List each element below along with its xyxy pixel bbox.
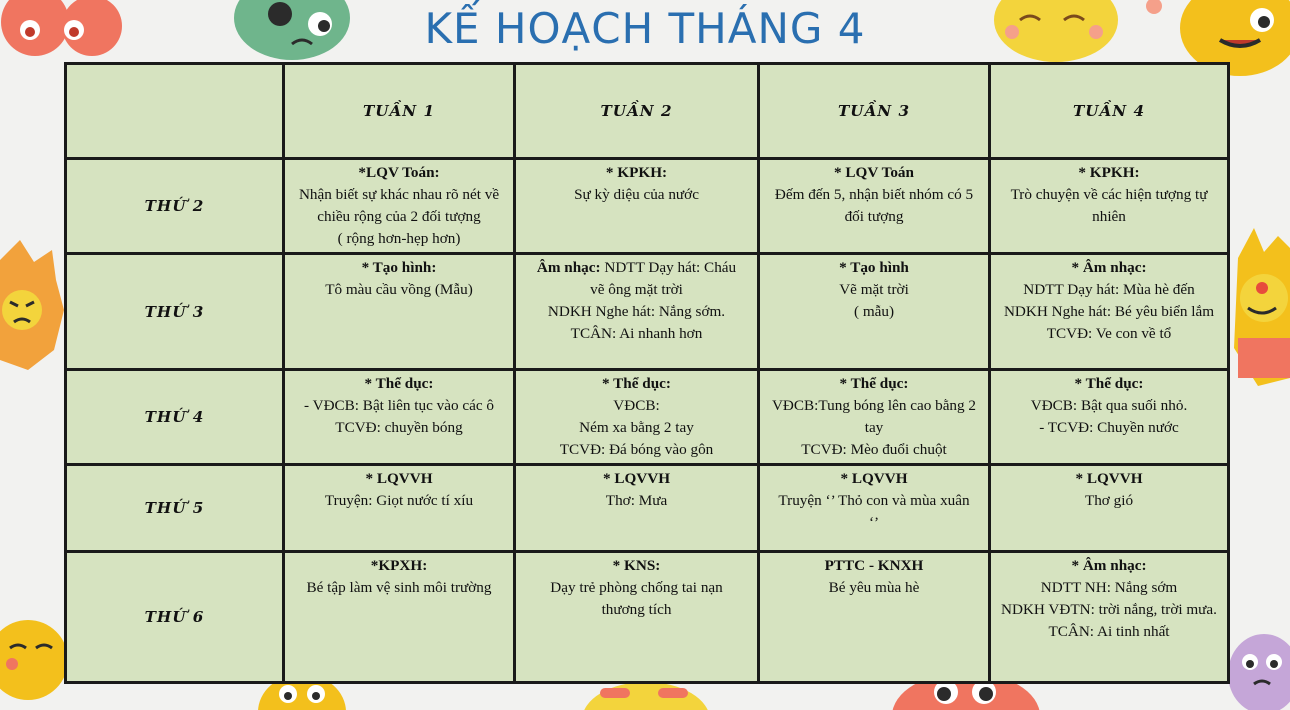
activity-subject: * Thể dục: [364, 375, 434, 392]
cartoon-face-decoration [1226, 626, 1290, 710]
activity-subject: *KPXH: [370, 557, 428, 574]
activity-cell [284, 370, 515, 465]
activity-detail: Nhận biết sự khác nhau rõ nét về [298, 186, 500, 203]
activity-cell [515, 552, 759, 683]
activity-cell [284, 552, 515, 683]
activity-subject: *LQV Toán: [358, 164, 440, 181]
activity-detail: Thơ gió [1084, 492, 1134, 509]
activity-subject: * Âm nhạc: [1071, 557, 1147, 574]
activity-detail: Thơ: Mưa [605, 492, 668, 509]
activity-detail: VĐCB: [613, 397, 660, 414]
activity-detail: NDKH Nghe hát: Nắng sớm. [547, 303, 726, 320]
activity-cell [515, 254, 759, 370]
activity-detail: chiều rộng của 2 đối tượng [317, 208, 481, 225]
activity-subject: Âm nhạc: NDTT Dạy hát: Cháu [536, 259, 737, 276]
week-header: TUẦN 3 [759, 64, 990, 159]
activity-detail: tay [864, 419, 884, 436]
activity-subject: * Âm nhạc: [1071, 259, 1147, 276]
activity-detail: ( mẫu) [853, 303, 895, 320]
activity-cell [284, 159, 515, 254]
week-header-row [66, 64, 1229, 159]
activity-detail: Truyện: Giọt nước tí xíu [324, 492, 474, 509]
week-header: TUẦN 2 [515, 64, 759, 159]
week-header: TUẦN 4 [990, 64, 1229, 159]
activity-subject: * Tạo hình: [361, 259, 437, 276]
day-row [66, 370, 1229, 465]
activity-subject: * LQV Toán [834, 164, 914, 181]
day-row [66, 254, 1229, 370]
day-label: THỨ 3 [66, 254, 284, 370]
activity-detail: - VĐCB: Bật liên tục vào các ô [304, 397, 494, 414]
activity-subject: * Thể dục: [602, 375, 671, 392]
activity-subject: * Tạo hình [839, 259, 909, 276]
activity-detail: Dạy trẻ phòng chống tai nạn [550, 579, 723, 596]
cartoon-face-decoration [580, 680, 710, 710]
activity-cell [990, 254, 1229, 370]
activity-detail: TCVĐ: Mèo đuổi chuột [801, 441, 947, 458]
activity-cell [515, 370, 759, 465]
activity-cell [759, 552, 990, 683]
week-header: TUẦN 1 [284, 64, 515, 159]
activity-detail: thương tích [601, 601, 672, 618]
activity-cell [284, 465, 515, 552]
activity-detail: ( rộng hơn-hẹp hơn) [337, 230, 461, 247]
cartoon-face-decoration [0, 240, 66, 380]
activity-detail: NDTT NH: Nắng sớm [1040, 579, 1178, 596]
day-row [66, 465, 1229, 552]
activity-detail: VĐCB: Bật qua suối nhỏ. [1030, 397, 1188, 414]
activity-detail: Truyện ‘’ Thỏ con và mùa xuân [778, 492, 970, 509]
page-title: KẾ HOẠCH THÁNG 4 [424, 4, 866, 53]
activity-cell [990, 552, 1229, 683]
cartoon-face-decoration [0, 594, 70, 710]
day-label: THỨ 2 [66, 159, 284, 254]
activity-detail: TCVĐ: chuyền bóng [335, 419, 463, 436]
activity-cell [990, 465, 1229, 552]
activity-cell [515, 159, 759, 254]
activity-detail: TCVĐ: Đá bóng vào gôn [559, 441, 714, 458]
day-row [66, 159, 1229, 254]
activity-detail: Trò chuyện về các hiện tượng tự [1010, 186, 1208, 203]
activity-detail: - TCVĐ: Chuyền nước [1039, 419, 1179, 436]
activity-detail: đối tượng [844, 208, 904, 225]
activity-detail: ‘’ [868, 514, 880, 531]
activity-detail: Vẽ mặt trời [839, 281, 909, 298]
activity-subject: PTTC - KNXH [824, 557, 924, 574]
activity-subject: * KNS: [612, 557, 661, 574]
activity-detail: Bé yêu mùa hè [828, 579, 920, 596]
activity-detail: Bé tập làm vệ sinh môi trường [306, 579, 492, 596]
activity-subject-label: Âm nhạc: [536, 259, 601, 276]
activity-cell [284, 254, 515, 370]
activity-cell [759, 370, 990, 465]
monthly-plan-table [64, 62, 1230, 684]
activity-subject: * LQVVH [365, 470, 433, 487]
cartoon-face-decoration [1228, 228, 1290, 388]
activity-cell [990, 370, 1229, 465]
activity-detail: NDKH Nghe hát: Bé yêu biển lắm [1003, 303, 1215, 320]
activity-cell [759, 465, 990, 552]
activity-subject: * Thể dục: [839, 375, 909, 392]
activity-detail: NDTT Dạy hát: Mùa hè đến [1023, 281, 1195, 298]
activity-detail: VĐCB:Tung bóng lên cao bằng 2 [771, 397, 977, 414]
activity-detail: TCVĐ: Ve con về tổ [1046, 325, 1172, 342]
activity-subject: * KPKH: [605, 164, 668, 181]
activity-cell [515, 465, 759, 552]
activity-subject: * KPKH: [1078, 164, 1140, 181]
activity-subject: * Thể dục: [1074, 375, 1144, 392]
activity-detail: TCÂN: Ai tinh nhất [1048, 623, 1170, 640]
activity-detail: Ném xa bằng 2 tay [579, 419, 694, 436]
activity-detail: vẽ ông mặt trời [590, 281, 683, 298]
activity-detail: Đếm đến 5, nhận biết nhóm có 5 [774, 186, 974, 203]
activity-cell [759, 254, 990, 370]
activity-detail: Sự kỳ diệu của nước [574, 186, 699, 203]
day-label: THỨ 6 [66, 552, 284, 683]
day-label: THỨ 5 [66, 465, 284, 552]
activity-cell [990, 159, 1229, 254]
day-label: THỨ 4 [66, 370, 284, 465]
corner-cell [66, 64, 284, 159]
activity-cell [759, 159, 990, 254]
activity-detail: TCÂN: Ai nhanh hơn [570, 325, 703, 342]
activity-detail: NDKH VĐTN: trời nắng, trời mưa. [1001, 601, 1217, 618]
activity-subject: * LQVVH [840, 470, 908, 487]
activity-detail: nhiên [1092, 208, 1126, 225]
activity-subject: * LQVVH [602, 470, 671, 487]
activity-detail: Tô màu cầu vồng (Mẫu) [325, 281, 473, 298]
day-row [66, 552, 1229, 683]
activity-subject: * LQVVH [1075, 470, 1143, 487]
